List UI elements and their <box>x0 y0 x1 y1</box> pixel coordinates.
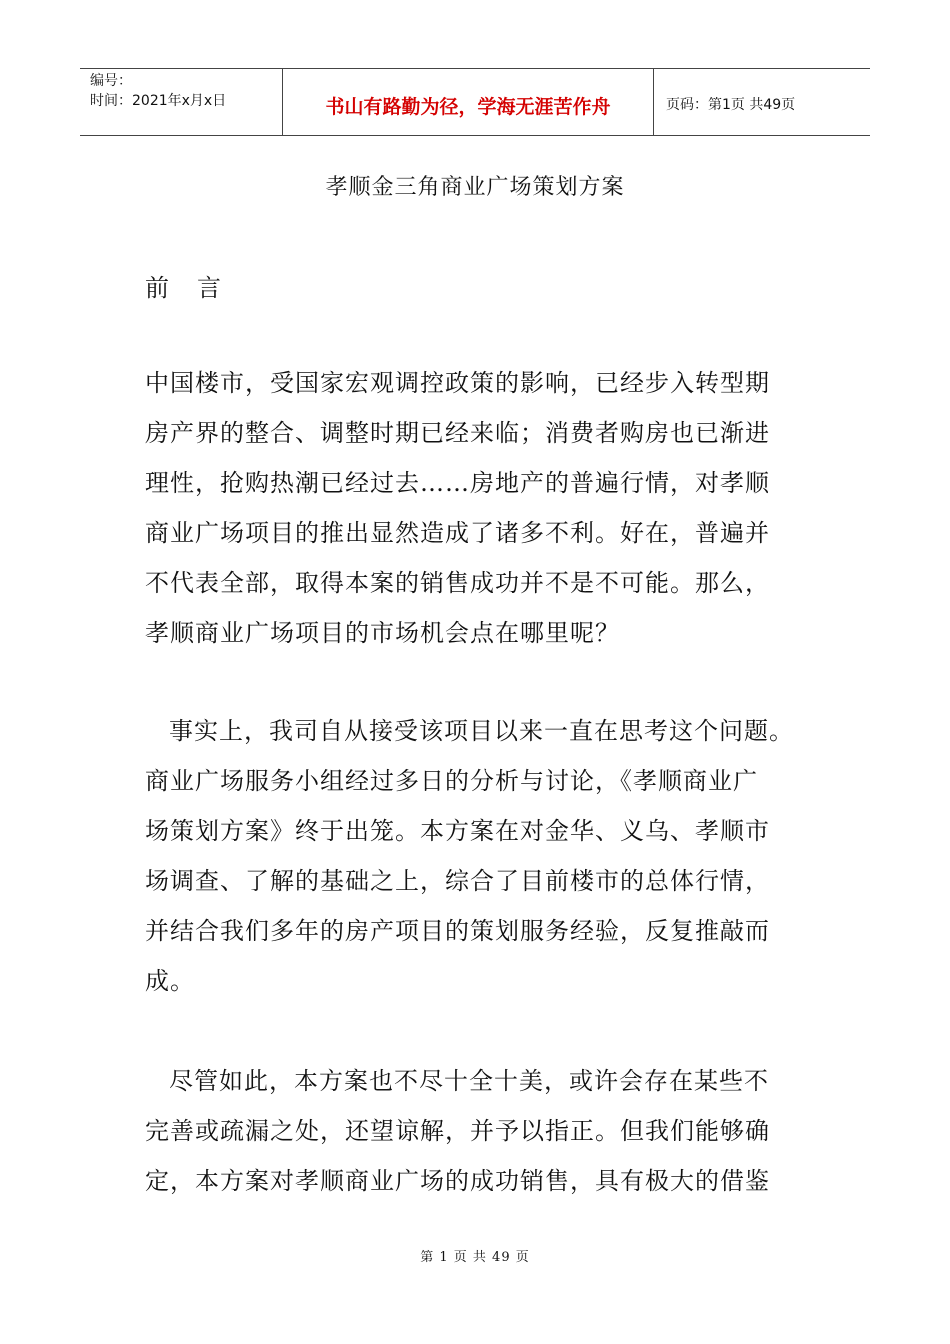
motto-text: 书山有路勤为径，学海无涯苦作舟 <box>325 95 611 118</box>
serial-label: 编号： <box>90 73 132 89</box>
paragraph-line: 商业广场服务小组经过多日的分析与讨论，《孝顺商业广 <box>145 767 758 795</box>
paragraph-line: 房产界的整合、调整时期已经来临；消费者购房也已渐进 <box>145 419 770 447</box>
paragraph-line: 并结合我们多年的房产项目的策划服务经验，反复推敲而 <box>145 917 770 945</box>
paragraph-line: 不代表全部，取得本案的销售成功并不是不可能。那么， <box>145 569 770 597</box>
paragraph-3 <box>145 1056 835 1206</box>
paragraph-line: 完善或疏漏之处，还望谅解，并予以指正。但我们能够确 <box>145 1117 770 1145</box>
time-label: 时间：2021年x月x日 <box>90 93 227 109</box>
paragraph-line: 商业广场项目的推出显然造成了诸多不利。好在，普遍并 <box>145 519 770 547</box>
paragraph-line: 孝顺商业广场项目的市场机会点在哪里呢？ <box>145 619 620 647</box>
paragraph-line: 成。 <box>145 967 195 995</box>
paragraph-line: 理性，抢购热潮已经过去……房地产的普遍行情，对孝顺 <box>145 469 770 497</box>
paragraph-line: 场调查、了解的基础之上，综合了目前楼市的总体行情， <box>145 867 770 895</box>
document-title: 孝顺金三角商业广场策划方案 <box>325 175 625 200</box>
header-page-cell <box>654 69 870 135</box>
section-heading: 前言 <box>145 274 249 302</box>
paragraph-1 <box>145 358 835 658</box>
page-footer: 第 1 页 共 49 页 <box>420 1250 530 1265</box>
paragraph-line: 尽管如此，本方案也不尽十全十美，或许会存在某些不 <box>169 1067 769 1095</box>
header-motto-cell <box>282 69 654 135</box>
paragraph-line: 中国楼市，受国家宏观调控政策的影响，已经步入转型期 <box>145 369 770 397</box>
page-info: 页码：第1页 共49页 <box>666 97 796 113</box>
paragraph-2 <box>145 706 835 1006</box>
header-meta-cell <box>80 69 282 135</box>
paragraph-line: 场策划方案》终于出笼。本方案在对金华、义乌、孝顺市 <box>145 817 770 845</box>
paragraph-line: 定，本方案对孝顺商业广场的成功销售，具有极大的借鉴 <box>145 1167 770 1195</box>
header-table <box>80 68 870 136</box>
paragraph-line: 事实上，我司自从接受该项目以来一直在思考这个问题。 <box>169 717 794 745</box>
